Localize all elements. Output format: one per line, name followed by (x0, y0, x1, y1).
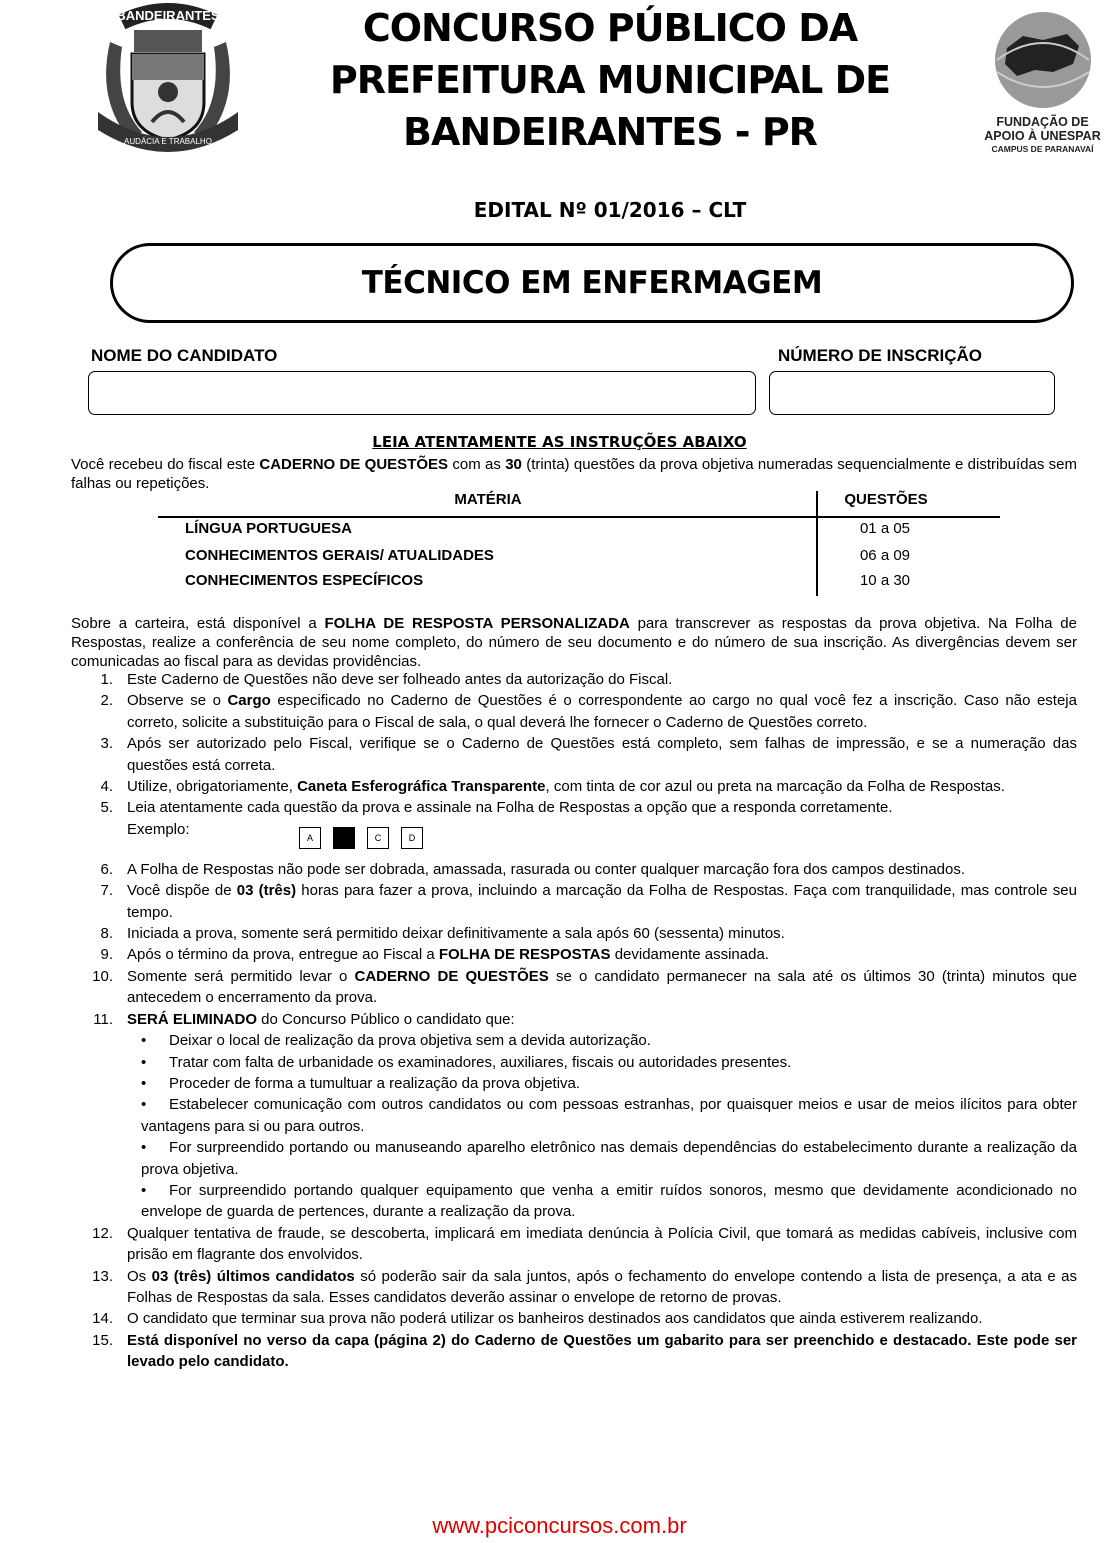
bullet-item: • Deixar o local de realização da prova objetiva sem a devida autorização. (127, 1030, 1077, 1051)
answer-sheet-paragraph (71, 614, 1077, 671)
option-c-bubble: C (367, 827, 389, 849)
bandeirantes-coat-of-arms (92, 2, 244, 170)
intro-bold-1: CADERNO DE QUESTÕES (259, 456, 449, 473)
table-row-range: 01 a 05 (859, 520, 911, 537)
list-item: 4. Utilize, obrigatoriamente, Caneta Esferográfica Transparente, com tinta de cor azul ou preta na marcação da Folha de Respostas. (100, 778, 1005, 796)
option-d-bubble: D (401, 827, 423, 849)
unespar-logo (980, 6, 1105, 161)
cargo-title: TÉCNICO EM ENFERMAGEM (361, 265, 823, 301)
option-a-bubble: A (299, 827, 321, 849)
list-item: 15. Está disponível no verso da capa (página 2) do Caderno de Questões um gabarito para ser preenchido e destacado. Este pode ser levado pelo candidato. (92, 1331, 1077, 1371)
table-header-subject: MATÉRIA (454, 491, 522, 508)
table-header-questions: QUESTÕES (844, 491, 928, 508)
intro-paragraph (71, 455, 1077, 493)
folha-bold-1: FOLHA DE RESPOSTA PERSONALIZADA (324, 615, 630, 632)
intro-text-3: (trinta) questões da prova objetiva numeradas sequencialmente e distribuídas sem falhas ou repetições. (71, 456, 1078, 492)
list-item: 2. Observe se o Cargo especificado no Caderno de Questões é o correspondente ao cargo no qual você fez a inscrição. Caso não esteja correto, solicite a substituição para o Fiscal de sala, o qual deverá lhe fornecer o Caderno de Questões correto. (100, 692, 1077, 731)
bullet-dot-icon: • (141, 1096, 147, 1114)
footer-url[interactable]: www.pciconcursos.com.br (432, 1513, 687, 1538)
edital-label: EDITAL Nº 01/2016 – CLT (473, 198, 747, 222)
table-row-subject: LÍNGUA PORTUGUESA (185, 520, 352, 537)
list-item: 13. Os 03 (três) últimos candidatos só poderão sair da sala juntos, após o fechamento do envelope contendo a lista de presença, a ata e as Folhas de Respostas da sala. Esses candidatos deverão assinar o envelope de retorno de provas. (92, 1267, 1077, 1306)
table-divider-horizontal (158, 516, 1000, 518)
bullet-dot-icon: • (141, 1181, 147, 1199)
table-row-subject: CONHECIMENTOS GERAIS/ ATUALIDADES (185, 547, 494, 564)
list-item: 3. Após ser autorizado pelo Fiscal, verifique se o Caderno de Questões está completo, sem falhas de impressão, e se a numeração das questões está correta. (100, 735, 1077, 774)
bullet-dot-icon: • (141, 1032, 147, 1050)
list-item: 6. A Folha de Respostas não pode ser dobrada, amassada, rasurada ou conter qualquer marcação fora dos campos destinados. (100, 860, 966, 878)
bullet-dot-icon: • (141, 1074, 147, 1092)
list-item: 1. Este Caderno de Questões não deve ser folheado antes da autorização do Fiscal. (100, 671, 673, 688)
list-item: 9. Após o término da prova, entregue ao Fiscal a FOLHA DE RESPOSTAS devidamente assinada. (100, 946, 769, 964)
title-line-2: PREFEITURA MUNICIPAL DE (329, 58, 891, 102)
logo-city-text: BANDEIRANTES (116, 8, 220, 23)
table-row-range: 06 a 09 (859, 547, 911, 564)
logo-line-3: CAMPUS DE PARANAVAÍ (991, 144, 1094, 154)
list-item: 11. SERÁ ELIMINADO do Concurso Público o candidato que: • Deixar o local de realização da prova objetiva sem a devida autorização. • Tratar com falta de urbanidade os examinadores, auxiliares, fiscais ou autoridades presentes. • Proceder de forma a tumultuar a realização da prova objetiva. • Estabelecer comunicação com outros candidatos ou com pessoas estranhas, por quaisquer meios e usar de meios ilícitos para obter vantagens para si ou para outros. • For surpreendido portando ou manuseando aparelho eletrônico nas demais dependências do estabelecimento durante a realização da prova objetiva. • For surpreendido portando qualquer equipamento que venha a emitir ruídos sonoros, mesmo que devidamente acondicionado no envelope de guarda de pertences, durante a realização da prova. (71, 1009, 1077, 1223)
folha-text-1: Sobre a carteira, está disponível a (71, 615, 325, 632)
bullet-item: • For surpreendido portando qualquer equipamento que venha a emitir ruídos sonoros, mesmo que devidamente acondicionado no envelope de guarda de pertences, durante a realização da prova. (141, 1181, 1077, 1221)
candidate-name-label: NOME DO CANDIDATO (91, 346, 278, 365)
cargo-title-box (110, 243, 1074, 323)
list-item: 12. Qualquer tentativa de fraude, se descoberta, implicará em imediata denúncia à Polícia Civil, que tomará as medidas cabíveis, inclusive com prisão em flagrante dos envolvidos. (92, 1224, 1077, 1264)
table-row-range: 10 a 30 (859, 572, 911, 589)
list-item: 14. O candidato que terminar sua prova não poderá utilizar os banheiros destinados aos candidatos que ainda estiverem realizando. (92, 1310, 983, 1328)
bullet-item: • Estabelecer comunicação com outros candidatos ou com pessoas estranhas, por quaisquer meios e usar de meios ilícitos para obter vantagens para si ou para outros. (141, 1096, 1077, 1135)
logo-line-1: FUNDAÇÃO DE (996, 115, 1089, 129)
registration-number-field[interactable] (769, 371, 1055, 415)
elimination-bullets (127, 1030, 1077, 1223)
globe-map-icon (983, 6, 1103, 110)
title-line-1: CONCURSO PÚBLICO DA (362, 6, 858, 50)
intro-text-1: Você recebeu do fiscal este (71, 456, 260, 473)
example-row (71, 819, 1077, 859)
list-item: 7. Você dispõe de 03 (três) horas para fazer a prova, incluindo a marcação da Folha de Respostas. Faça com tranquilidade, mas controle seu tempo. (100, 882, 1077, 921)
bullet-item: • Tratar com falta de urbanidade os examinadores, auxiliares, fiscais ou autoridades presentes. (127, 1052, 1077, 1073)
candidate-name-field[interactable] (88, 371, 756, 415)
option-b-bubble-filled (333, 827, 355, 849)
table-row-subject: CONHECIMENTOS ESPECÍFICOS (185, 572, 424, 589)
logo-line-2: APOIO À UNESPAR (984, 129, 1101, 143)
page-title (300, 2, 920, 158)
title-line-3: BANDEIRANTES - PR (403, 110, 817, 154)
bullet-item: • For surpreendido portando ou manuseando aparelho eletrônico nas demais dependências do estabelecimento durante a realização da prova objetiva. (141, 1139, 1077, 1178)
folha-text-2: para transcrever as respostas da prova objetiva. Na Folha de Respostas, realize a conferência de seu nome completo, do número de seu documento e do número de sua inscrição. As divergências devem ser comunicadas ao fiscal para as devidas providências. (71, 615, 1077, 670)
example-label: Exemplo: (127, 820, 190, 838)
list-item: 10. Somente será permitido levar o CADERNO DE QUESTÕES se o candidato permanecer na sala até os últimos 30 (trinta) minutos que antecedem o encerramento da prova. (92, 967, 1077, 1007)
logo-motto-text: AUDÁCIA E TRABALHO (124, 137, 212, 146)
list-item: 5. Leia atentamente cada questão da prova e assinale na Folha de Respostas a opção que a responda corretamente. (100, 799, 893, 817)
intro-text-2: com as (448, 456, 506, 473)
intro-bold-2: 30 (505, 456, 522, 473)
bullet-dot-icon: • (141, 1053, 147, 1071)
list-item: 8. Iniciada a prova, somente será permitido deixar definitivamente a sala após 60 (sessenta) minutos. (100, 925, 785, 943)
bullet-item: • Proceder de forma a tumultuar a realização da prova objetiva. (127, 1073, 1077, 1094)
instructions-list (71, 669, 1077, 1373)
registration-number-label: NÚMERO DE INSCRIÇÃO (778, 346, 983, 365)
instructions-title: LEIA ATENTAMENTE AS INSTRUÇÕES ABAIXO (372, 433, 747, 451)
example-options (299, 827, 435, 849)
bullet-dot-icon: • (141, 1139, 147, 1157)
